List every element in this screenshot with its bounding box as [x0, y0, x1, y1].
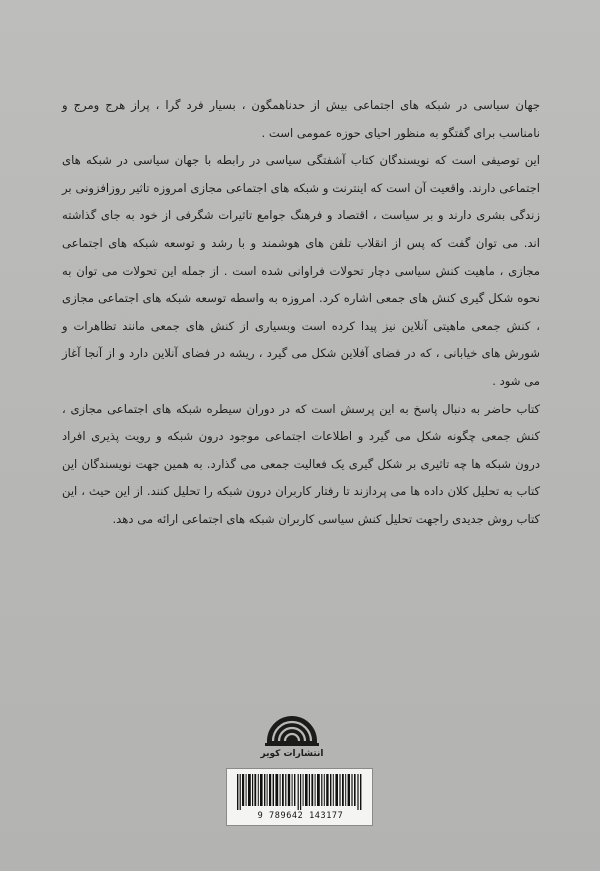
isbn-barcode: [226, 768, 373, 826]
blurb-paragraph-2: این توصیفی است که نویسندگان کتاب آشفتگی سیاسی در رابطه با جهان سیاسی در شبکه های اجتماعی دارند. واقعیت آن است که اینترنت و شبکه های اجتماعی مجازی امروزه تاثیر روزافزونی بر زندگی بشری دارند و بر سیاست ، اقتصاد و فرهنگ جوامع تاثیرات شگرفی از خود به جای گذاشته اند. می توان گفت که پس از انقلاب تلفن های هوشمند و با رشد و توسعه شبکه های اجتماعی مجازی ، ماهیت کنش سیاسی دچار تحولات فراوانی شده است . از جمله این تحولات می توان به نحوه شکل گیری کنش های جمعی اشاره کرد. امروزه به واسطه توسعه شبکه های اجتماعی مجازی ، کنش جمعی ماهیتی آنلاین نیز پیدا کرده است وبسیاری از کنش های جمعی مانند تظاهرات و شورش های خیابانی ، که در فضای آفلاین شکل می گیرد ، ریشه در فضای آنلاین دارد و از آنجا آغاز می شود .: [62, 153, 540, 388]
barcode-bars: [237, 774, 364, 810]
publisher-logo: [247, 683, 337, 763]
publisher-name: انتشارات کویر: [260, 749, 324, 759]
blurb-paragraph-1: جهان سیاسی در شبکه های اجتماعی بیش از حدناهمگون ، بسیار فرد گرا ، پراز هرج ومرج و نامناسب برای گفتگو به منظور احیای حوزه عمومی است .: [62, 98, 540, 140]
blurb-paragraph-3: کتاب حاضر به دنبال پاسخ به این پرسش است که در دوران سیطره شبکه های اجتماعی مجازی ، کنش جمعی چگونه شکل می گیرد و اطلاعات اجتماعی موجود درون شبکه و رویت پذیری افراد درون شبکه ها چه تاثیری بر شکل گیری یک فعالیت جمعی می گذارد. به همین جهت نویسندگان این کتاب به تحلیل کلان داده ها می پردازند تا رفتار کاربران درون شبکه را تحلیل کنند. از این حیث ، این کتاب روش جدیدی راجهت تحلیل کنش سیاسی کاربران شبکه های اجتماعی ارائه می دهد.: [62, 401, 540, 526]
blurb-text: [62, 92, 540, 534]
stacked-semicircle-logo-icon: [247, 683, 337, 749]
isbn-digits: 9 789642 143177: [257, 811, 344, 821]
